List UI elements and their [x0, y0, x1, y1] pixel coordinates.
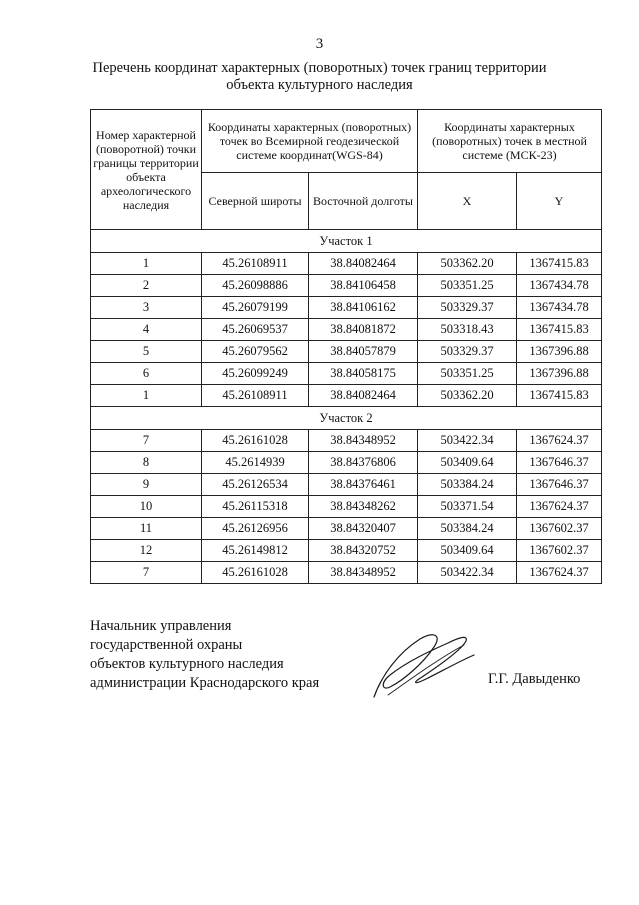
longitude-cell: 38.84082464	[309, 385, 418, 407]
y-cell: 1367396.88	[517, 341, 602, 363]
point-number-cell: 6	[91, 363, 202, 385]
point-number-cell: 11	[91, 518, 202, 540]
x-cell: 503384.24	[418, 518, 517, 540]
table-row	[91, 430, 602, 452]
point-number-cell: 4	[91, 319, 202, 341]
y-cell: 1367646.37	[517, 452, 602, 474]
latitude-cell: 45.26099249	[202, 363, 309, 385]
longitude-cell: 38.84348952	[309, 430, 418, 452]
signatory-line-2: государственной охраны	[90, 637, 243, 653]
y-cell: 1367434.78	[517, 275, 602, 297]
table-row	[91, 496, 602, 518]
y-cell: 1367624.37	[517, 562, 602, 584]
x-cell: 503329.37	[418, 297, 517, 319]
y-cell: 1367646.37	[517, 474, 602, 496]
latitude-cell: 45.26161028	[202, 562, 309, 584]
header-msk23: Координаты характерных (поворотных) точек в местной системе (МСК-23)	[418, 110, 602, 173]
title-line-2: объекта культурного наследия	[226, 77, 413, 93]
x-cell: 503384.24	[418, 474, 517, 496]
point-number-cell: 12	[91, 540, 202, 562]
latitude-cell: 45.26126534	[202, 474, 309, 496]
point-number-cell: 7	[91, 430, 202, 452]
longitude-cell: 38.84106162	[309, 297, 418, 319]
x-cell: 503409.64	[418, 452, 517, 474]
y-cell: 1367602.37	[517, 540, 602, 562]
table-row	[91, 518, 602, 540]
table-row	[91, 341, 602, 363]
x-cell: 503422.34	[418, 562, 517, 584]
table-row	[91, 363, 602, 385]
section-title: Участок 1	[91, 230, 602, 253]
latitude-cell: 45.2614939	[202, 452, 309, 474]
longitude-cell: 38.84348952	[309, 562, 418, 584]
longitude-cell: 38.84057879	[309, 341, 418, 363]
y-cell: 1367396.88	[517, 363, 602, 385]
table-row	[91, 275, 602, 297]
latitude-cell: 45.26149812	[202, 540, 309, 562]
table-row	[91, 452, 602, 474]
longitude-cell: 38.84081872	[309, 319, 418, 341]
section-title: Участок 2	[91, 407, 602, 430]
header-wgs84: Координаты характерных (поворотных) точек во Всемирной геодезической системе координат(WGS-84)	[202, 110, 418, 173]
point-number-cell: 8	[91, 452, 202, 474]
table-row	[91, 385, 602, 407]
signatory-position	[90, 617, 319, 693]
longitude-cell: 38.84320407	[309, 518, 418, 540]
latitude-cell: 45.26108911	[202, 385, 309, 407]
section-row	[91, 230, 602, 253]
point-number-cell: 2	[91, 275, 202, 297]
latitude-cell: 45.26079562	[202, 341, 309, 363]
section-row	[91, 407, 602, 430]
y-cell: 1367624.37	[517, 496, 602, 518]
table-body	[91, 230, 602, 584]
table-row	[91, 474, 602, 496]
x-cell: 503362.20	[418, 385, 517, 407]
y-cell: 1367415.83	[517, 385, 602, 407]
x-cell: 503351.25	[418, 275, 517, 297]
longitude-cell: 38.84106458	[309, 275, 418, 297]
handwritten-signature	[368, 625, 478, 705]
signatory-line-3: объектов культурного наследия	[90, 656, 284, 672]
x-cell: 503371.54	[418, 496, 517, 518]
latitude-cell: 45.26108911	[202, 253, 309, 275]
y-cell: 1367602.37	[517, 518, 602, 540]
point-number-cell: 1	[91, 385, 202, 407]
y-cell: 1367415.83	[517, 253, 602, 275]
x-cell: 503409.64	[418, 540, 517, 562]
table-row	[91, 319, 602, 341]
header-north-latitude: Северной широты	[202, 173, 309, 230]
x-cell: 503351.25	[418, 363, 517, 385]
latitude-cell: 45.26069537	[202, 319, 309, 341]
x-cell: 503362.20	[418, 253, 517, 275]
header-east-longitude: Восточной долготы	[309, 173, 418, 230]
table-row	[91, 562, 602, 584]
point-number-cell: 7	[91, 562, 202, 584]
table-row	[91, 253, 602, 275]
latitude-cell: 45.26098886	[202, 275, 309, 297]
y-cell: 1367415.83	[517, 319, 602, 341]
header-x: X	[418, 173, 517, 230]
point-number-cell: 1	[91, 253, 202, 275]
longitude-cell: 38.84376461	[309, 474, 418, 496]
table-row	[91, 540, 602, 562]
title-line-1: Перечень координат характерных (поворотных) точек границ территории	[92, 60, 547, 76]
document-title	[60, 60, 579, 94]
coordinates-table	[90, 109, 602, 584]
longitude-cell: 38.84082464	[309, 253, 418, 275]
latitude-cell: 45.26079199	[202, 297, 309, 319]
point-number-cell: 9	[91, 474, 202, 496]
header-y: Y	[517, 173, 602, 230]
y-cell: 1367434.78	[517, 297, 602, 319]
signatory-name: Г.Г. Давыденко	[488, 671, 581, 687]
longitude-cell: 38.84376806	[309, 452, 418, 474]
x-cell: 503318.43	[418, 319, 517, 341]
point-number-cell: 3	[91, 297, 202, 319]
longitude-cell: 38.84058175	[309, 363, 418, 385]
table-row	[91, 297, 602, 319]
latitude-cell: 45.26126956	[202, 518, 309, 540]
page-number: 3	[315, 36, 324, 52]
point-number-cell: 5	[91, 341, 202, 363]
header-point-number: Номер характерной (поворотной) точки границы территории объекта археологического наследия	[91, 110, 202, 230]
latitude-cell: 45.26161028	[202, 430, 309, 452]
x-cell: 503422.34	[418, 430, 517, 452]
latitude-cell: 45.26115318	[202, 496, 309, 518]
point-number-cell: 10	[91, 496, 202, 518]
y-cell: 1367624.37	[517, 430, 602, 452]
longitude-cell: 38.84320752	[309, 540, 418, 562]
signatory-line-1: Начальник управления	[90, 618, 232, 634]
longitude-cell: 38.84348262	[309, 496, 418, 518]
x-cell: 503329.37	[418, 341, 517, 363]
signatory-line-4: администрации Краснодарского края	[90, 675, 320, 691]
